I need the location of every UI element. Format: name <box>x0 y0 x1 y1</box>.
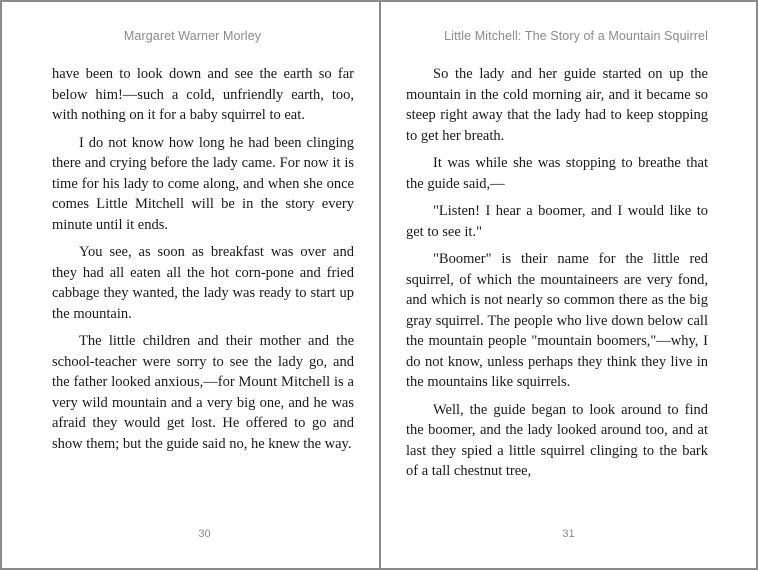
paragraph: "Listen! I hear a boomer, and I would like to get to see it." <box>406 203 708 240</box>
right-running-head: Little Mitchell: The Story of a Mountain Squirrel <box>444 29 708 43</box>
paragraph: It was while she was stopping to breathe that the guide said,— <box>406 155 708 192</box>
paragraph: You see, as soon as breakfast was over and they had all eaten all the hot corn-pone and fried cabbage they wanted, the lady was ready to start up the mountain. <box>52 244 354 322</box>
left-page-number: 30 <box>198 528 211 540</box>
paragraph: So the lady and her guide started on up the mountain in the cold morning air, and it became so steep right away that the lady had to keep stopping to get her breath. <box>406 66 708 144</box>
left-page-body <box>52 64 354 461</box>
right-page-body <box>406 64 708 489</box>
right-page-number: 31 <box>562 528 575 540</box>
left-running-head: Margaret Warner Morley <box>123 29 262 43</box>
paragraph: Well, the guide began to look around to find the boomer, and the lady looked around too, and at last they spied a little squirrel clinging to the bark of a tall chestnut tree, <box>406 401 708 479</box>
paragraph: have been to look down and see the earth so far below him!—such a cold, unfriendly earth, too, with nothing on it for a baby squirrel to eat. <box>52 66 354 123</box>
paragraph: "Boomer" is their name for the little red squirrel, of which the mountaineers are very fond, and which is not nearly so common there as the big gray squirrel. The people who live down below call the mountain people "mountain boomers,"—why, I do not know, unless perhaps they think they live in the mountains like squirrels. <box>406 251 708 390</box>
right-page[interactable] <box>381 2 758 568</box>
left-page[interactable] <box>2 2 379 568</box>
paragraph: The little children and their mother and the school-teacher were sorry to see the lady go, and the father looked anxious,—for Mount Mitchell is a very wild mountain and a very big one, and he was afraid they would get lost. He offered to go and show them; but the guide said no, he knew the way. <box>52 333 354 452</box>
paragraph: I do not know how long he had been clinging there and crying before the lady came. For now it is time for his lady to come along, and when she once comes Little Mitchell will be in the story every minute until it ends. <box>52 134 354 233</box>
